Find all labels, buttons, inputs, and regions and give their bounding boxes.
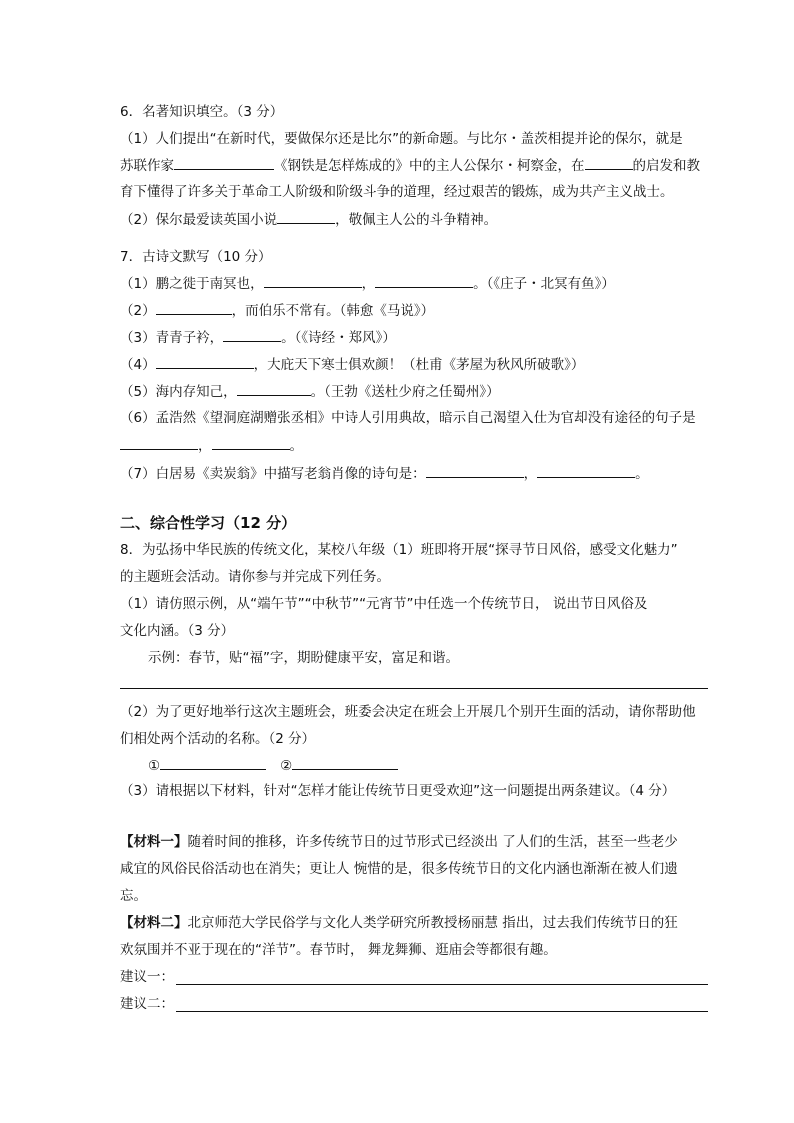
suggestion2-label: 建议二： — [120, 996, 174, 1012]
q7-text: 。 — [289, 438, 303, 454]
answer-blank[interactable] — [160, 755, 266, 770]
q6-text: 《钢铁是怎样炼成的》中的主人公保尔・柯察金，在 — [274, 158, 585, 174]
q6-text: （2）保尔最爱读英国小说 — [120, 212, 278, 228]
q6-text: ，敬佩主人公的斗争精神。 — [335, 212, 498, 228]
material1-line3: 忘。 — [120, 888, 147, 904]
answer-line[interactable] — [120, 688, 708, 689]
answer-blank[interactable] — [426, 463, 524, 478]
q7-text: （4） — [120, 357, 156, 373]
section-heading: 二、综合性学习（12 分） — [120, 514, 297, 532]
q7-line3 — [120, 327, 396, 348]
q6-part2 — [120, 209, 497, 230]
q7-line2 — [120, 300, 434, 321]
suggestion1-line[interactable] — [176, 984, 708, 985]
material1-line2: 咸宜的风俗民俗活动也在消失；更让人 惋惜的是，很多传统节日的文化内涵也渐渐在被人们遗 — [120, 861, 678, 877]
q7-text: （7）白居易《卖炭翁》中描写老翁肖像的诗句是： — [120, 466, 426, 482]
answer-blank[interactable] — [537, 463, 635, 478]
q6-title: 6．名著知识填空。（3 分） — [120, 104, 284, 120]
q7-text: ，而伯乐不常有。（韩愈《马说》） — [231, 303, 435, 319]
q7-text: 。（《庄子・北冥有鱼》） — [473, 276, 615, 292]
q6-part1-line3: 育下懂得了许多关于革命工人阶级和阶级斗争的道理，经过艰苦的锻炼，成为共产主义战士。 — [120, 184, 674, 200]
material-label: 【材料二】 — [120, 915, 188, 931]
answer-blank[interactable] — [375, 273, 473, 288]
q7-line7 — [120, 463, 649, 484]
q6-text: 的启发和教 — [632, 158, 700, 174]
material-label: 【材料一】 — [120, 834, 188, 850]
q7-text: （5）海内存知己， — [120, 384, 237, 400]
answer-blank[interactable] — [156, 300, 232, 315]
q7-text: 。 — [635, 466, 649, 482]
answer-blank[interactable] — [174, 155, 274, 170]
material-text: 北京师范大学民俗学与文化人类学研究所教授杨丽慧 指出，过去我们传统节日的狂 — [187, 915, 678, 931]
answer-blank[interactable] — [292, 755, 398, 770]
q8-sub2-line2: 们相处两个活动的名称。（2 分） — [120, 731, 316, 747]
q8-intro-line1: 8．为弘扬中华民族的传统文化，某校八年级（1）班即将开展“探寻节日风俗，感受文化魅力” — [120, 542, 678, 558]
material2-line2: 欢氛围并不亚于现在的“洋节”。春节时， 舞龙舞狮、逛庙会等都很有趣。 — [120, 942, 557, 958]
answer-blank[interactable] — [212, 435, 290, 450]
q7-line6-cont — [120, 435, 303, 456]
answer-blank[interactable] — [120, 435, 198, 450]
q8-example: 示例：春节，贴“福”字，期盼健康平安，富足和谐。 — [148, 650, 459, 666]
q6-text: 苏联作家 — [120, 158, 174, 174]
q8-sub1-line1: （1）请仿照示例，从“端午节”“中秋节”“元宵节”中任选一个传统节日， 说出节日风俗及 — [120, 596, 648, 612]
q8-sub1-line2: 文化内涵。（3 分） — [120, 623, 235, 639]
q7-text: （1）鹏之徙于南冥也， — [120, 276, 264, 292]
answer-blank[interactable] — [585, 155, 633, 170]
q8-sub2-answers — [148, 755, 398, 776]
answer-blank[interactable] — [223, 327, 281, 342]
q7-line1 — [120, 273, 615, 294]
q7-text: ， — [198, 438, 212, 454]
q7-text: （2） — [120, 303, 156, 319]
q7-text: （3）青青子衿， — [120, 330, 224, 346]
q7-text: 。（王勃《送杜少府之任蜀州》） — [310, 384, 500, 400]
material-text: 随着时间的推移，许多传统节日的过节形式已经淡出 了人们的生活，甚至一些老少 — [187, 834, 678, 850]
material2-line1 — [120, 913, 678, 933]
q7-text: 。（《诗经・郑风》） — [281, 330, 396, 346]
answer-blank[interactable] — [237, 381, 311, 396]
answer-blank[interactable] — [264, 273, 362, 288]
q8-sub2-line1: （2）为了更好地举行这次主题班会，班委会决定在班会上开展几个别开生面的活动，请你帮助他 — [120, 704, 696, 720]
answer-blank[interactable] — [156, 354, 254, 369]
suggestion1-label: 建议一： — [120, 969, 174, 985]
q6-part1-line2 — [120, 155, 700, 176]
q8-intro-line2: 的主题班会活动。请你参与并完成下列任务。 — [120, 569, 390, 585]
q8-sub3: （3）请根据以下材料，针对“怎样才能让传统节日更受欢迎”这一问题提出两条建议。（4 分） — [120, 783, 676, 799]
answer-blank[interactable] — [277, 209, 335, 224]
q7-line6: （6）孟浩然《望洞庭湖赠张丞相》中诗人引用典故，暗示自己渴望入仕为官却没有途径的句子是 — [120, 410, 696, 426]
q7-text: ， — [361, 276, 376, 292]
circled-number: ① — [148, 758, 161, 774]
q7-title: 7．古诗文默写（10 分） — [120, 249, 272, 265]
q7-line5 — [120, 381, 500, 402]
material1-line1 — [120, 832, 678, 852]
q6-part1-line1: （1）人们提出“在新时代，要做保尔还是比尔”的新命题。与比尔・盖茨相提并论的保尔，就是 — [120, 131, 683, 147]
q7-text: ，大庇天下寒士俱欢颜！（杜甫《茅屋为秋风所破歌》） — [253, 357, 585, 373]
q7-text: ， — [523, 466, 538, 482]
q7-line4 — [120, 354, 584, 375]
suggestion2-line[interactable] — [176, 1011, 708, 1012]
circled-number: ② — [280, 758, 293, 774]
